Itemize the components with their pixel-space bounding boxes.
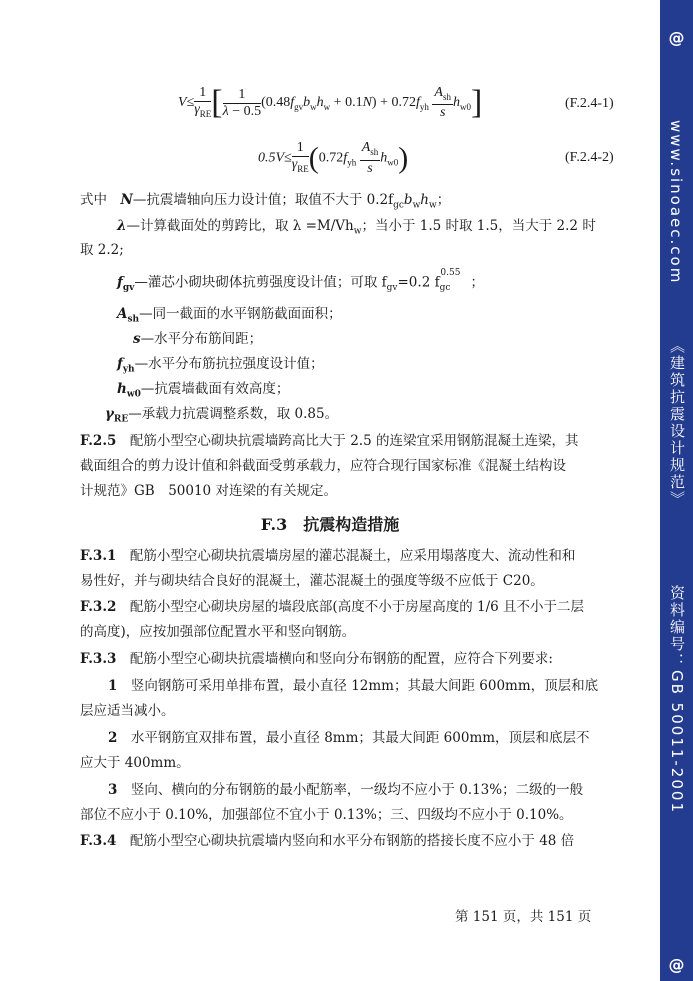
def-text: —抗震墙轴向压力设计值；取值不大于 0.2f <box>132 192 394 208</box>
clause-text: 配筋小型空心砌块抗震墙跨高比大于 2.5 的连梁宜采用钢筋混凝土连梁，其 <box>129 433 579 449</box>
def-s: s—水平分布筋间距； <box>133 331 263 347</box>
clause-f25-line3: 计规范》GB 50010 对连梁的有关规定。 <box>80 483 337 499</box>
at-icon: @ <box>668 955 685 974</box>
def-N: 式中 N—抗震墙轴向压力设计值；取值不大于 $0.2f_{gc}b_wh_w$； <box>80 192 451 211</box>
item-1 <box>108 677 598 695</box>
clause-f33 <box>80 650 553 668</box>
def-lambda: λ—计算截面处的剪跨比，取 $\lambda =M/Vh_w$；当小于 1.5 时取 1.5，当大于 2.2 时 <box>117 218 596 237</box>
formula-f242: 0.5V≤ $\frac{1}{\gamma_{RE}}$ ($0.72f_{yh}$ $\frac{A_{sh}}{s}$ $h_{w0}$) <box>258 140 409 176</box>
def-text: —水平分布筋间距； <box>140 331 263 347</box>
clause-number: F.3.3 <box>80 651 117 667</box>
section-title: F.3 抗震构造措施 <box>260 515 400 534</box>
formula-number: (F.2.4-1) <box>565 96 614 111</box>
doc-code: 资料编号：GB 50011-2001 <box>668 585 686 814</box>
def-text: —同一截面的水平钢筋截面面积； <box>139 306 342 322</box>
clause-f25-line2: 截面组合的剪力设计值和斜截面受剪承载力，应符合现行国家标准《混凝土结构设 <box>80 458 566 474</box>
clause-f25 <box>80 432 578 450</box>
sidebar-banner <box>660 0 693 981</box>
def-text: —承载力抗震调整系数，取 0.85。 <box>128 406 339 422</box>
item-text: 水平钢筋宜双排布置，最小直径 8mm；其最大间距 600mm，顶层和底层不 <box>130 730 590 746</box>
def-text: —水平分布筋抗拉强度设计值； <box>134 356 324 372</box>
clause-text: 配筋小型空心砌块抗震墙内竖向和水平分布钢筋的搭接长度不应小于 48 倍 <box>129 833 575 849</box>
clause-number: F.3.4 <box>80 833 117 849</box>
def-text: —抗震墙截面有效高度； <box>140 381 290 397</box>
def-fgv: $f_{gv}—$灌芯小砌块砌体抗剪强度设计值；可取 $f_{gv}=0.2$ $f_{gc}^{0.55}$； <box>117 268 484 294</box>
item-text: 竖向、横向的分布钢筋的最小配筋率，一级均不应小于 0.13%；二级的一般 <box>130 782 584 798</box>
clause-f31 <box>80 547 575 565</box>
formula-f241: V≤ $\frac{1}{\gamma_{RE}}$ [ $\frac{1}{\lambda - 0.5}$ $(0.48f_{gv}b_wh_w + 0.1N) + 0.72f_{yh}$ $\frac{A_{sh}}{s}$ $h_{w0}$] <box>178 84 483 121</box>
def-hw0: $h_{w0}—$抗震墙截面有效高度； <box>117 381 290 400</box>
def-text: =0.2 f <box>397 274 440 291</box>
clause-f34 <box>80 832 574 850</box>
clause-f32-line2: 的高度)，应按加强部位配置水平和竖向钢筋。 <box>80 624 356 640</box>
clause-text: 配筋小型空心砌块抗震墙横向和竖向分布钢筋的配置，应符合下列要求: <box>129 651 553 667</box>
at-icon: @ <box>668 28 685 47</box>
page-number: 第 151 页，共 151 页 <box>455 909 592 925</box>
shizhong-label: 式中 <box>80 192 107 208</box>
def-text: —计算截面处的剪跨比，取 λ =M/Vh <box>126 218 354 234</box>
clause-f32 <box>80 598 584 616</box>
def-fyh: $f_{yh}—$水平分布筋抗拉强度设计值； <box>117 356 324 375</box>
formula-number: (F.2.4-2) <box>565 150 614 165</box>
item-3 <box>108 781 583 799</box>
def-Ash: $A_{sh}—$同一截面的水平钢筋截面面积； <box>117 306 342 325</box>
clause-number: F.3.2 <box>80 599 117 615</box>
item-text: 竖向钢筋可采用单排布置，最小直径 12mm；其最大间距 600mm，顶层和底 <box>130 678 599 694</box>
item-3-line2: 部位不应小于 0.10%，加强部位不宜小于 0.13%；三、四级均不应小于 0.10%。 <box>80 807 573 823</box>
def-text: ；当小于 1.5 时取 1.5，当大于 2.2 时 <box>361 218 596 234</box>
clause-f31-line2: 易性好，并与砌块结合良好的混凝土，灌芯混凝土的强度等级不应低于 C20。 <box>80 573 544 589</box>
clause-text: 配筋小型空心砌块抗震墙房屋的灌芯混凝土，应采用塌落度大、流动性和和 <box>129 548 576 564</box>
item-1-line2: 层应适当减小。 <box>80 703 175 719</box>
clause-number: F.2.5 <box>80 433 117 449</box>
clause-number: F.3.1 <box>80 548 117 564</box>
item-2-line2: 应大于 400mm。 <box>80 755 190 771</box>
item-number: 2 <box>108 730 118 746</box>
book-title: 《建筑抗震设计规范》 <box>668 338 686 508</box>
item-number: 3 <box>108 782 118 798</box>
def-text: —灌芯小砌块砌体抗剪强度设计值；可取 f <box>134 274 387 291</box>
item-number: 1 <box>108 678 118 694</box>
def-lambda-cont: 取 2.2; <box>80 242 124 258</box>
def-gamma: $\gamma_{RE}—$承载力抗震调整系数，取 0.85。 <box>105 406 339 425</box>
website-link[interactable]: www.sinoaec.com <box>667 120 685 285</box>
item-2 <box>108 729 590 747</box>
clause-text: 配筋小型空心砌块房屋的墙段底部(高度不小于房屋高度的 1/6 且不小于二层 <box>129 599 584 615</box>
